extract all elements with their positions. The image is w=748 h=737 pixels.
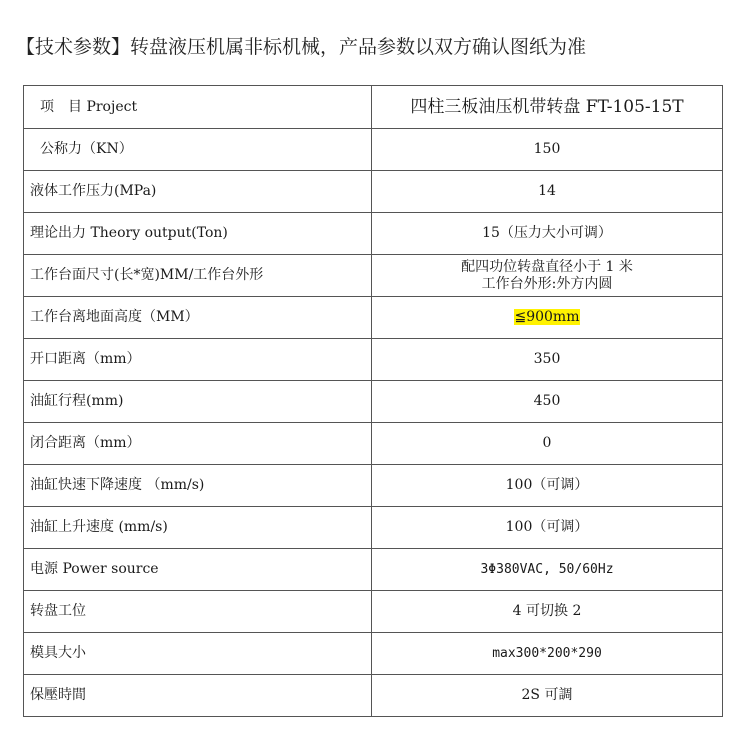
row-label: 油缸快速下降速度 （mm/s) bbox=[24, 465, 372, 507]
table-row bbox=[24, 297, 723, 339]
row-value: 450 bbox=[372, 381, 723, 423]
table-row bbox=[24, 675, 723, 717]
table-row bbox=[24, 213, 723, 255]
table-row bbox=[24, 633, 723, 675]
table-header-row bbox=[24, 86, 723, 129]
row-label: 保壓時間 bbox=[24, 675, 372, 717]
row-label: 工作台离地面高度（MM） bbox=[24, 297, 372, 339]
table-row bbox=[24, 591, 723, 633]
row-value: 150 bbox=[372, 129, 723, 171]
row-label: 工作台面尺寸(长*宽)MM/工作台外形 bbox=[24, 255, 372, 297]
row-value-line: 配四功位转盘直径小于 1 米 bbox=[461, 258, 633, 275]
header-value: 四柱三板油压机带转盘 FT-105-15T bbox=[372, 86, 723, 129]
table-row bbox=[24, 255, 723, 297]
row-value: 100（可调） bbox=[372, 465, 723, 507]
row-label: 公称力（KN） bbox=[24, 129, 372, 171]
row-value: 4 可切换 2 bbox=[372, 591, 723, 633]
table-row bbox=[24, 507, 723, 549]
row-value: 14 bbox=[372, 171, 723, 213]
row-value: 350 bbox=[372, 339, 723, 381]
row-label: 模具大小 bbox=[24, 633, 372, 675]
table-row bbox=[24, 423, 723, 465]
row-value: 100（可调） bbox=[372, 507, 723, 549]
table-row bbox=[24, 549, 723, 591]
row-label: 油缸上升速度 (mm/s) bbox=[24, 507, 372, 549]
page-heading: 【技术参数】转盘液压机属非标机械，产品参数以双方确认图纸为准 bbox=[16, 36, 587, 58]
table-row bbox=[24, 129, 723, 171]
row-value bbox=[372, 255, 723, 297]
highlighted-value: ≦900mm bbox=[514, 309, 580, 325]
row-value: max300*200*290 bbox=[372, 633, 723, 675]
table-row bbox=[24, 381, 723, 423]
table-row bbox=[24, 339, 723, 381]
row-value: 2S 可調 bbox=[372, 675, 723, 717]
row-label: 转盘工位 bbox=[24, 591, 372, 633]
table-row bbox=[24, 465, 723, 507]
row-label: 液体工作压力(MPa) bbox=[24, 171, 372, 213]
row-label: 理论出力 Theory output(Ton) bbox=[24, 213, 372, 255]
row-value: 0 bbox=[372, 423, 723, 465]
row-label: 油缸行程(mm) bbox=[24, 381, 372, 423]
row-value: 3Φ380VAC, 50/60Hz bbox=[372, 549, 723, 591]
header-label: 项 目 Project bbox=[24, 86, 372, 129]
row-value: 15（压力大小可调） bbox=[372, 213, 723, 255]
table-row bbox=[24, 171, 723, 213]
row-label: 开口距离（mm） bbox=[24, 339, 372, 381]
row-value-line: 工作台外形:外方内圆 bbox=[481, 275, 613, 292]
spec-table bbox=[23, 85, 723, 717]
row-label: 闭合距离（mm） bbox=[24, 423, 372, 465]
row-label: 电源 Power source bbox=[24, 549, 372, 591]
row-value bbox=[372, 297, 723, 339]
